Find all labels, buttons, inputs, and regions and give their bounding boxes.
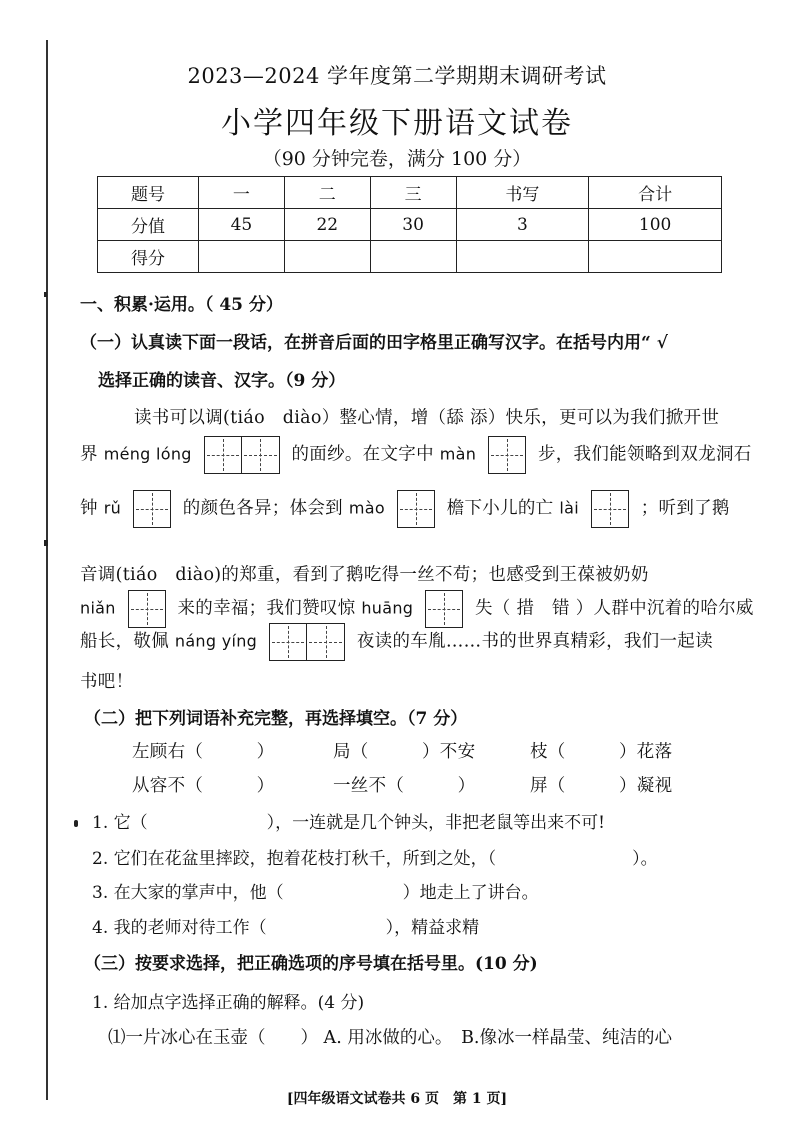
table-cell: 合计 bbox=[589, 177, 722, 209]
page-footer: [四年级语文试卷共 6 页 第 1 页] bbox=[286, 1091, 508, 1107]
table-cell: 一 bbox=[199, 177, 285, 209]
part2-title: （二）把下列词语补充完整，再选择填空。（7 分） bbox=[84, 709, 468, 729]
grid-cell[interactable] bbox=[397, 490, 435, 528]
table-cell: 二 bbox=[284, 177, 370, 209]
pinyin: náng yíng bbox=[174, 631, 258, 651]
passage-line: 音调(tiáo diào)的郑重，看到了鹅吃得一丝不苟；也感受到王葆被奶奶 bbox=[80, 565, 649, 585]
table-cell: 45 bbox=[199, 209, 285, 241]
text: 来的幸福；我们赞叹惊 bbox=[177, 598, 356, 619]
passage-line bbox=[80, 623, 713, 661]
table-cell: 100 bbox=[589, 209, 722, 241]
table-row bbox=[98, 241, 722, 273]
pinyin: mào bbox=[348, 498, 385, 518]
grid-cell[interactable] bbox=[204, 436, 242, 474]
fill-question[interactable]: 3. 在大家的掌声中，他（ ）地走上了讲台。 bbox=[92, 883, 539, 903]
grid-cell[interactable] bbox=[307, 623, 345, 661]
text: 失（ 措 错 ）人群中沉着的哈尔威 bbox=[475, 598, 754, 619]
passage-line: 读书可以调(tiáo diào）整心情，增（舔 添）快乐，更可以为我们掀开世 bbox=[134, 408, 720, 428]
paper-title: 小学四年级下册语文试卷 bbox=[221, 106, 573, 141]
pinyin: méng lóng bbox=[103, 444, 192, 464]
score-blank-cell[interactable] bbox=[370, 241, 456, 273]
score-blank-cell[interactable] bbox=[456, 241, 589, 273]
pinyin: niǎn bbox=[80, 598, 116, 618]
word-item[interactable]: 左顾右（ ） bbox=[132, 742, 275, 762]
text: 的颜色各异；体会到 bbox=[182, 498, 343, 519]
tianzi-grid[interactable] bbox=[269, 623, 345, 661]
table-cell: 分值 bbox=[98, 209, 199, 241]
word-item[interactable]: 枝（ ）花落 bbox=[530, 742, 673, 762]
pinyin: màn bbox=[439, 444, 477, 464]
tianzi-grid[interactable] bbox=[488, 436, 526, 474]
binding-line bbox=[46, 40, 48, 1100]
pinyin: huāng bbox=[361, 598, 414, 618]
score-blank-cell[interactable] bbox=[284, 241, 370, 273]
fill-question[interactable]: 2. 它们在花盆里摔跤，抱着花枝打秋千，所到之处，（ ）。 bbox=[92, 849, 658, 869]
text: 步，我们能领略到双龙洞石 bbox=[537, 444, 752, 465]
table-cell: 书写 bbox=[456, 177, 589, 209]
choice-question[interactable]: ⑴一片冰心在玉壶（ ） A. 用冰做的心。 B.像冰一样晶莹、纯洁的心 bbox=[108, 1028, 672, 1048]
passage-line bbox=[80, 490, 730, 528]
part3-title: （三）按要求选择，把正确选项的序号填在括号里。(10 分) bbox=[84, 954, 538, 974]
score-table bbox=[97, 176, 722, 273]
text: 檐下小儿的亡 bbox=[446, 498, 554, 519]
score-blank-cell[interactable] bbox=[589, 241, 722, 273]
text: 钟 bbox=[80, 498, 98, 519]
table-cell: 3 bbox=[456, 209, 589, 241]
text: 界 bbox=[80, 444, 98, 465]
table-row bbox=[98, 209, 722, 241]
part1-title: （一）认真读下面一段话，在拼音后面的田字格里正确写汉字。在括号内用“ √ bbox=[80, 333, 668, 353]
table-cell: 题号 bbox=[98, 177, 199, 209]
text: ；听到了鹅 bbox=[640, 498, 730, 519]
grid-cell[interactable] bbox=[488, 436, 526, 474]
section-title: 一、积累·运用。（ 45 分） bbox=[80, 295, 283, 315]
tianzi-grid[interactable] bbox=[397, 490, 435, 528]
table-row bbox=[98, 177, 722, 209]
part1-title-cont: 选择正确的读音、汉字。（9 分） bbox=[98, 371, 346, 391]
margin-mark bbox=[44, 292, 47, 297]
margin-mark bbox=[44, 540, 48, 546]
passage-line: 书吧！ bbox=[80, 672, 134, 692]
table-cell: 得分 bbox=[98, 241, 199, 273]
tianzi-grid[interactable] bbox=[133, 490, 171, 528]
word-item[interactable]: 局（ ）不安 bbox=[333, 742, 476, 762]
score-blank-cell[interactable] bbox=[199, 241, 285, 273]
exam-heading: 2023—2024 学年度第二学期期末调研考试 bbox=[187, 64, 607, 88]
grid-cell[interactable] bbox=[242, 436, 280, 474]
text: 的面纱。在文字中 bbox=[291, 444, 434, 465]
margin-mark bbox=[74, 820, 78, 827]
tianzi-grid[interactable] bbox=[204, 436, 280, 474]
table-cell: 22 bbox=[284, 209, 370, 241]
table-cell: 30 bbox=[370, 209, 456, 241]
word-item[interactable]: 一丝不（ ） bbox=[333, 776, 476, 796]
table-cell: 三 bbox=[370, 177, 456, 209]
grid-cell[interactable] bbox=[133, 490, 171, 528]
question: 1. 给加点字选择正确的解释。(4 分) bbox=[92, 993, 365, 1013]
grid-cell[interactable] bbox=[269, 623, 307, 661]
grid-cell[interactable] bbox=[591, 490, 629, 528]
word-item[interactable]: 屏（ ）凝视 bbox=[530, 776, 673, 796]
fill-question[interactable]: 1. 它（ ），一连就是几个钟头，非把老鼠等出来不可! bbox=[92, 813, 605, 833]
fill-question[interactable]: 4. 我的老师对待工作（ ），精益求精 bbox=[92, 918, 480, 938]
text: 夜读的车胤……书的世界真精彩，我们一起读 bbox=[356, 631, 713, 652]
text: 船长，敬佩 bbox=[80, 631, 169, 652]
word-item[interactable]: 从容不（ ） bbox=[132, 776, 275, 796]
paper-subtitle: （90 分钟完卷，满分 100 分） bbox=[262, 148, 532, 170]
tianzi-grid[interactable] bbox=[591, 490, 629, 528]
pinyin: rǔ bbox=[103, 498, 122, 518]
pinyin: lài bbox=[559, 498, 579, 518]
passage-line bbox=[80, 436, 752, 474]
